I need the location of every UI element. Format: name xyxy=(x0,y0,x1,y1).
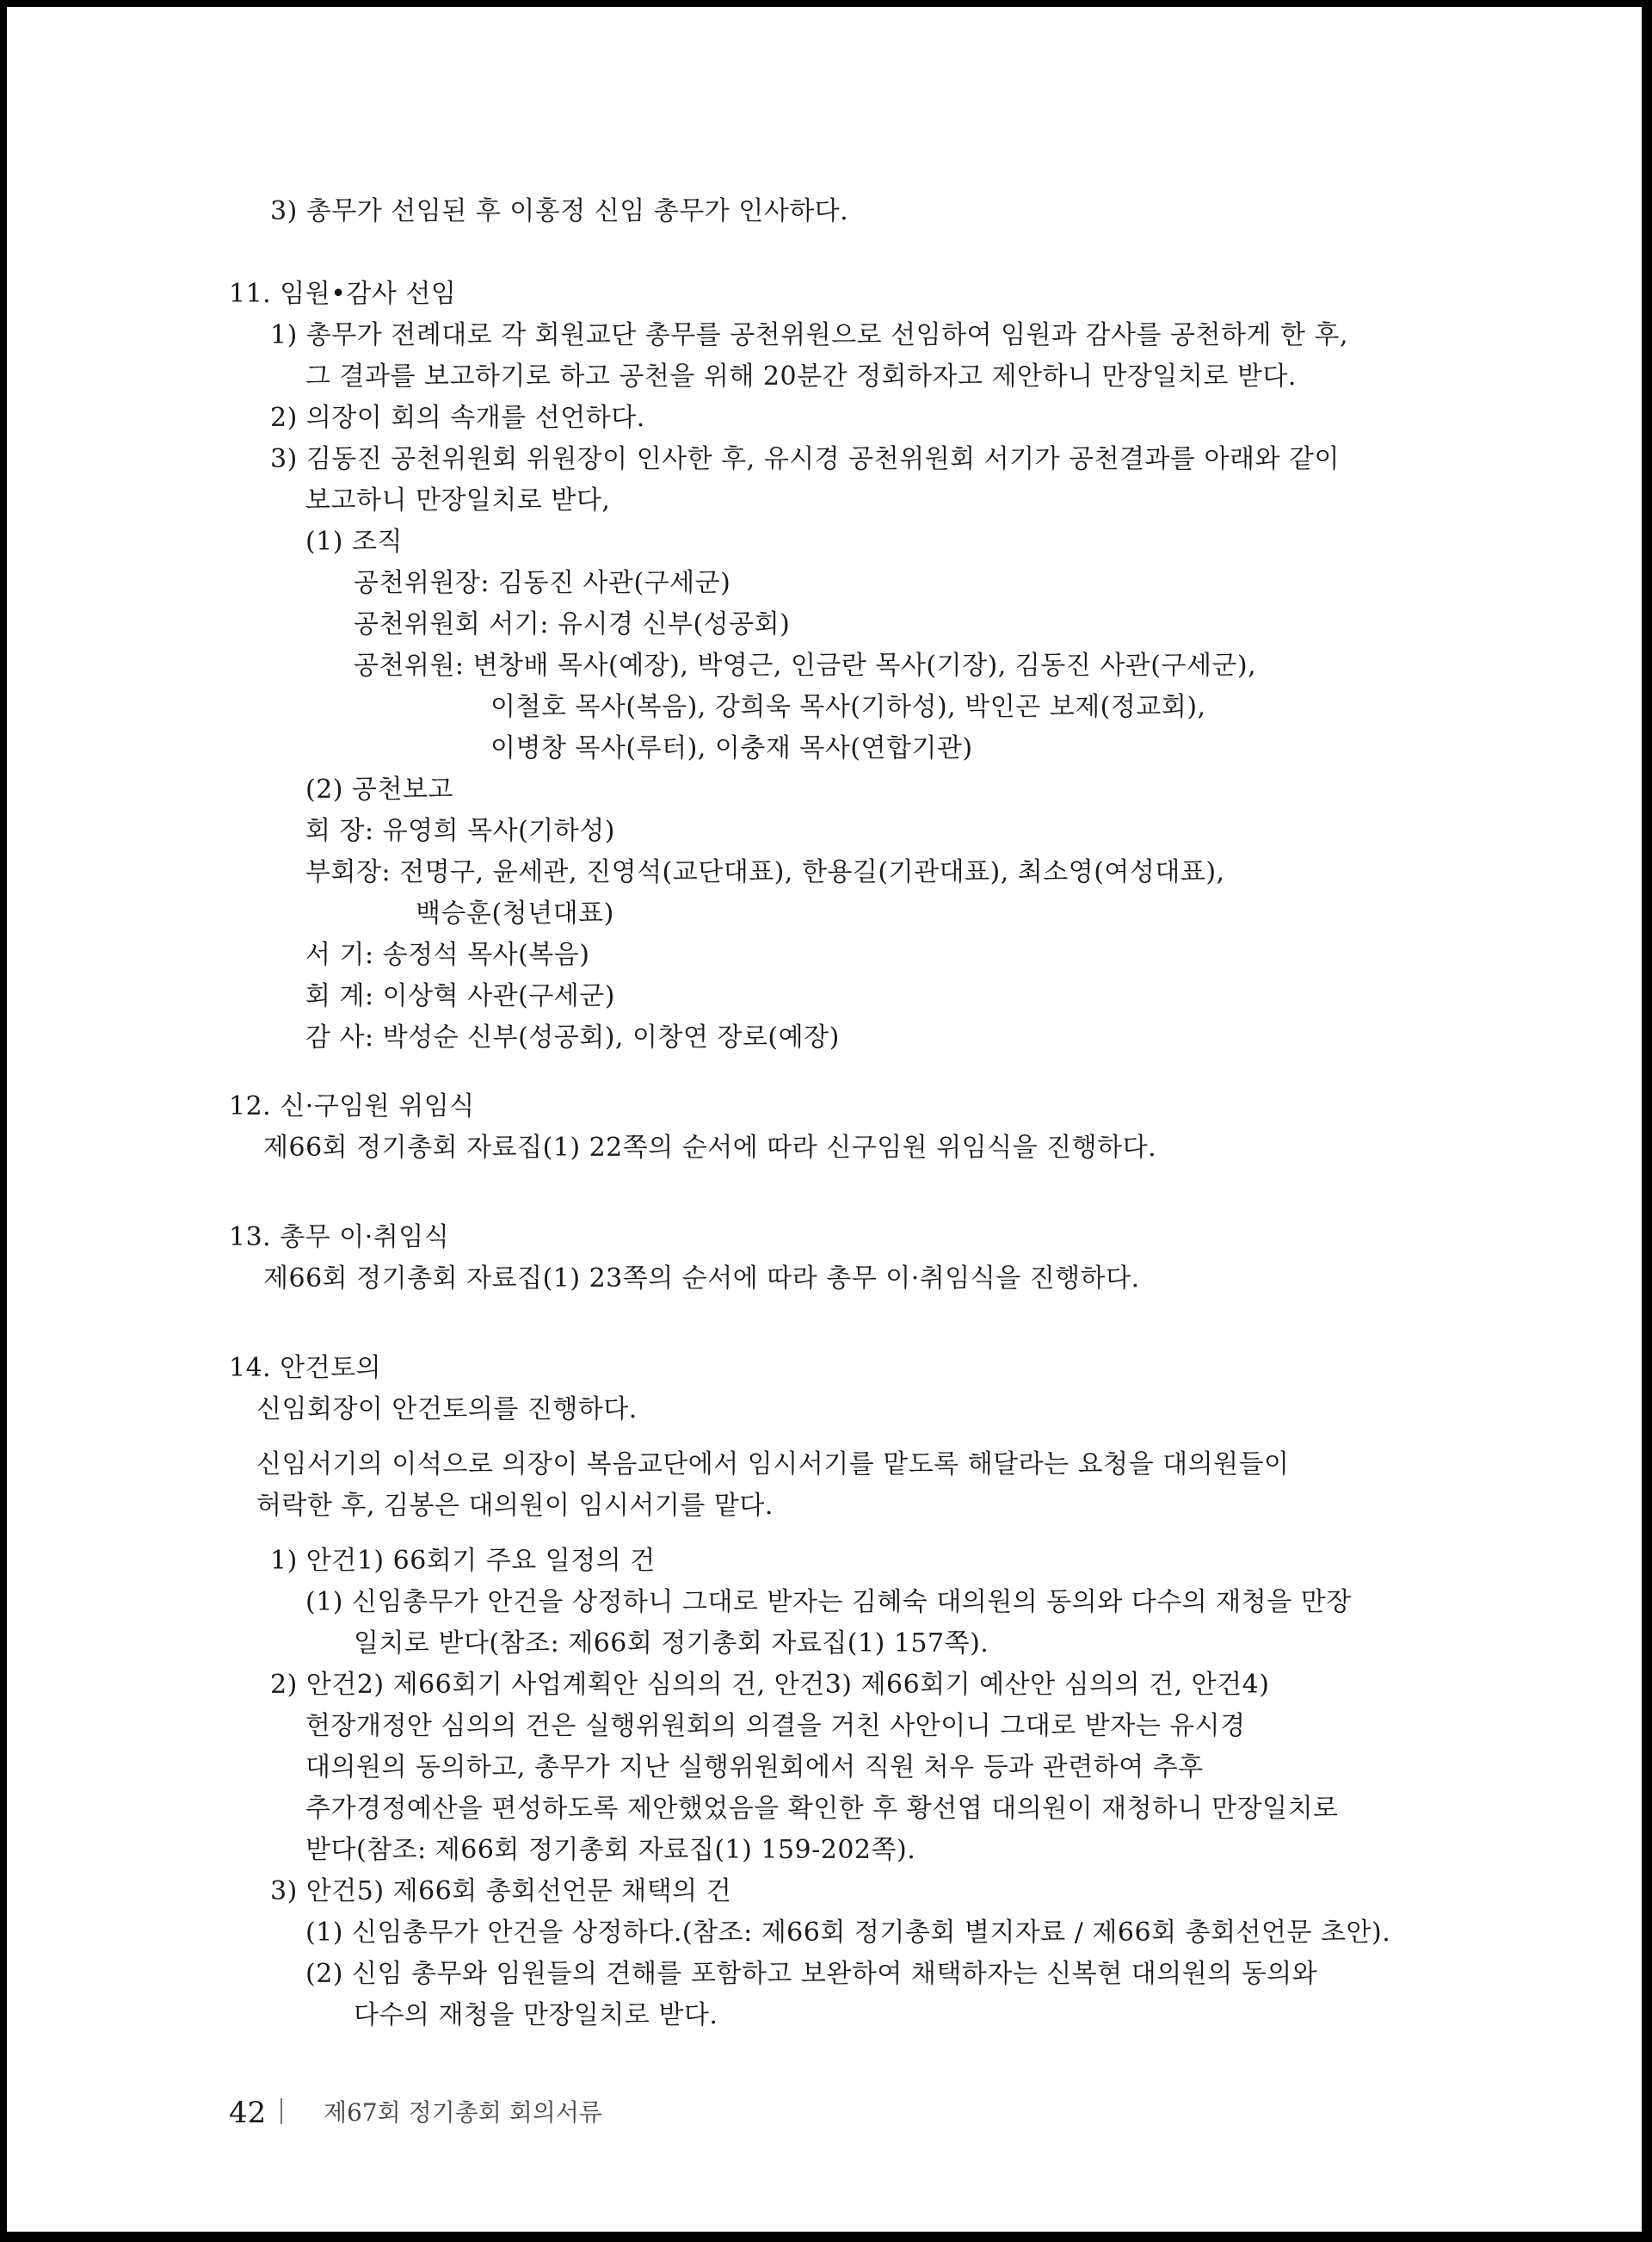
document-page xyxy=(7,7,1642,2232)
text-line: 그 결과를 보고하기로 하고 공천을 위해 20분간 정회하자고 제안하니 만장일치로 받다. xyxy=(305,361,1297,392)
text-line: 다수의 재청을 만장일치로 받다. xyxy=(354,2000,718,2030)
text-line: 백승훈(청년대표) xyxy=(416,899,614,929)
text-line: 2) 안건2) 제66회기 사업계획안 심의의 건, 안건3) 제66회기 예산안 심의의 건, 안건4) xyxy=(270,1670,1270,1700)
text-line: 제66회 정기총회 자료집(1) 23쪽의 순서에 따라 총무 이·취임식을 진행하다. xyxy=(263,1263,1140,1294)
text-line: (2) 신임 총무와 임원들의 견해를 포함하고 보완하여 채택하자는 신복현 대의원의 동의와 xyxy=(305,1959,1318,1989)
text-line: 추가경정예산을 편성하도록 제안했었음을 확인한 후 황선엽 대의원이 재청하니 만장일치로 xyxy=(305,1794,1339,1824)
text-line: 허락한 후, 김봉은 대의원이 임시서기를 맡다. xyxy=(256,1491,774,1521)
text-line: 신임서기의 이석으로 의장이 복음교단에서 임시서기를 맡도록 해달라는 요청을 대의원들이 xyxy=(256,1449,1290,1479)
section-heading: 13. 총무 이·취임식 xyxy=(229,1222,450,1252)
section-heading: 11. 임원•감사 선임 xyxy=(229,279,457,309)
text-line: 보고하니 만장일치로 받다, xyxy=(305,485,611,516)
text-line: 대의원의 동의하고, 총무가 지난 실행위원회에서 직원 처우 등과 관련하여 추후 xyxy=(305,1752,1204,1782)
section-heading: 12. 신·구임원 위임식 xyxy=(229,1091,475,1121)
text-line: 감 사: 박성순 신부(성공회), 이창연 장로(예장) xyxy=(305,1022,840,1053)
text-line: 공천위원회 서기: 유시경 신부(성공회) xyxy=(354,609,791,639)
text-line: 일치로 받다(참조: 제66회 정기총회 자료집(1) 157쪽). xyxy=(354,1628,989,1658)
text-line: 신임회장이 안건토의를 진행하다. xyxy=(256,1394,638,1424)
footer-doc-title: 제67회 정기총회 회의서류 xyxy=(324,2098,602,2127)
text-line: (1) 신임총무가 안건을 상정하다.(참조: 제66회 정기총회 별지자료 / 제66회 총회선언문 초안). xyxy=(305,1918,1391,1948)
text-line: 회 장: 유영희 목사(기하성) xyxy=(305,816,615,846)
text-line: 이병창 목사(루터), 이충재 목사(연합기관) xyxy=(490,733,973,763)
text-line: 서 기: 송정석 목사(복음) xyxy=(305,940,590,970)
text-line: 3) 안건5) 제66회 총회선언문 채택의 건 xyxy=(270,1876,732,1906)
text-line: 공천위원장: 김동진 사관(구세군) xyxy=(354,568,731,598)
text-line: (1) 신임총무가 안건을 상정하니 그대로 받자는 김혜숙 대의원의 동의와 다수의 재청을 만장 xyxy=(305,1587,1352,1617)
text-line: (2) 공천보고 xyxy=(305,775,453,805)
text-line: 제66회 정기총회 자료집(1) 22쪽의 순서에 따라 신구임원 위임식을 진행하다. xyxy=(263,1133,1157,1163)
footer-divider xyxy=(280,2098,282,2124)
text-line: 1) 안건1) 66회기 주요 일정의 건 xyxy=(270,1546,656,1576)
text-line: 부회장: 전명구, 윤세관, 진영석(교단대표), 한용길(기관대표), 최소영(여성대표), xyxy=(305,857,1225,887)
page-number: 42 xyxy=(229,2096,267,2130)
text-line: 1) 총무가 전례대로 각 회원교단 총무를 공천위원으로 선임하여 임원과 감사를 공천하게 한 후, xyxy=(270,320,1349,350)
text-line: 공천위원: 변창배 목사(예장), 박영근, 인금란 목사(기장), 김동진 사관(구세군), xyxy=(354,651,1257,681)
text-line: 3) 김동진 공천위원회 위원장이 인사한 후, 유시경 공천위원회 서기가 공천결과를 아래와 같이 xyxy=(270,444,1340,474)
text-line: 2) 의장이 회의 속개를 선언하다. xyxy=(270,403,645,433)
text-line: 이철호 목사(복음), 강희욱 목사(기하성), 박인곤 보제(정교회), xyxy=(490,692,1206,722)
text-line: 회 계: 이상혁 사관(구세군) xyxy=(305,981,615,1011)
text-line: (1) 조직 xyxy=(305,527,403,557)
section-heading: 14. 안건토의 xyxy=(229,1353,382,1383)
text-line: 3) 총무가 선임된 후 이홍정 신임 총무가 인사하다. xyxy=(270,196,849,226)
text-line: 헌장개정안 심의의 건은 실행위원회의 의결을 거친 사안이니 그대로 받자는 유시경 xyxy=(305,1711,1246,1741)
text-line: 받다(참조: 제66회 정기총회 자료집(1) 159-202쪽). xyxy=(305,1835,916,1865)
